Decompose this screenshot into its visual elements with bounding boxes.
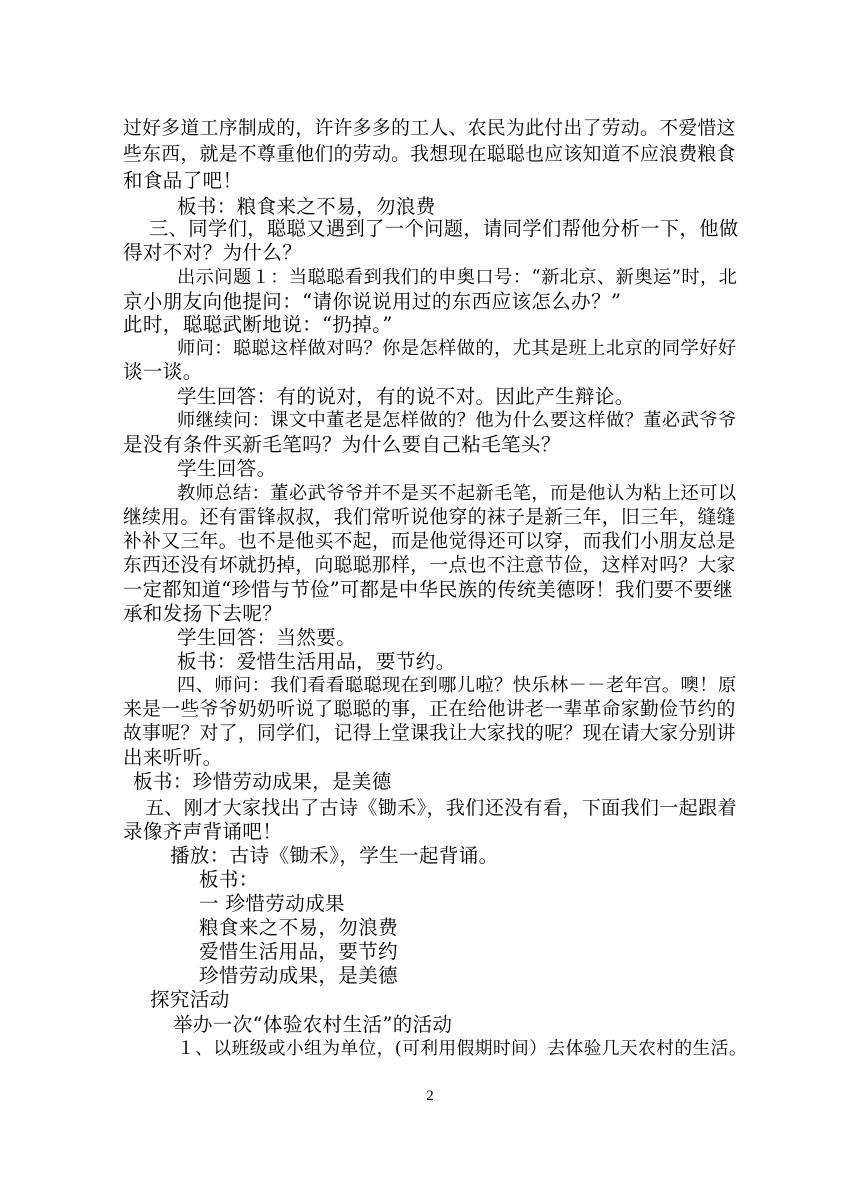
paragraph-line: 录像齐声背诵吧！ [123,820,283,843]
paragraph-line: 故事呢？对了，同学们，记得上堂课我让大家找的呢？现在请大家分别讲 [123,723,736,744]
paragraph-line: １、以班级或小组为单位，(可利用假期时间）去体验几天农村的生活。 [177,1039,747,1059]
paragraph-line: 板书：珍惜劳动成果，是美德 [133,770,392,793]
paragraph-line: 举办一次“体验农村生活”的活动 [173,1013,453,1036]
paragraph-line: 四、师问：我们看看聪聪现在到哪儿啦？快乐林－－老年宫。噢！原 [177,675,737,696]
paragraph-line: 五、刚才大家找出了古诗《锄禾》，我们还没有看，下面我们一起跟着 [145,797,737,819]
paragraph-line: 学生回答。 [177,457,277,480]
paragraph-line: 播放：古诗《锄禾》，学生一起背诵。 [170,844,499,867]
paragraph-line: 谈一谈。 [123,360,203,383]
paragraph-line: 一定都知道“珍惜与节俭”可都是中华民族的传统美德呀！我们要不要继 [123,578,733,601]
paragraph-line: 学生回答：当然要。 [177,626,357,649]
paragraph-line: 探究活动 [150,988,230,1011]
paragraph-line: 过好多道工序制成的，许许多多的工人、农民为此付出了劳动。不爱惜这 [123,118,736,139]
paragraph-line: 和食品了吧！ [123,169,243,192]
paragraph-line: 继续用。还有雷锋叔叔，我们常听说他穿的袜子是新三年，旧三年，缝缝 [123,507,736,528]
paragraph-line: 得对不对？为什么？ [123,241,303,264]
page-number: 2 [426,1088,434,1104]
paragraph-line: 承和发扬下去呢？ [123,602,283,625]
paragraph-line: 爱惜生活用品，要节约 [199,940,399,963]
paragraph-line: 师继续问：课文中董老是怎样做的？他为什么要这样做？董必武爷爷 [177,410,737,431]
paragraph-line: 补补又三年。也不是他买不起，而是他觉得还可以穿，而我们小朋友总是 [123,531,736,552]
paragraph-line: 三、同学们，聪聪又遇到了一个问题，请同学们帮他分析一下，他做 [149,217,739,240]
paragraph-line: 学生回答：有的说对，有的说不对。因此产生辩论。 [177,385,635,408]
paragraph-line: 出示问题１：当聪聪看到我们的申奥口号：“新北京、新奥运”时，北 [177,267,738,288]
paragraph-line: 京小朋友向他提问：“请你说说用过的东西应该怎么办？” [123,290,622,313]
paragraph-line: 师问：聪聪这样做对吗？你是怎样做的，尤其是班上北京的同学好好 [177,338,737,359]
paragraph-line: 些东西，就是不尊重他们的劳动。我想现在聪聪也应该知道不应浪费粮食 [123,144,736,165]
paragraph-line: 东西还没有坏就扔掉，向聪聪那样，一点也不注意节俭，这样对吗？大家 [123,555,736,576]
paragraph-line: 来是一些爷爷奶奶听说了聪聪的事，正在给他讲老一辈革命家勤俭节约的 [123,699,736,720]
paragraph-line: 板书：爱惜生活用品，要节约。 [177,650,456,673]
paragraph-line: 一 珍惜劳动成果 [199,892,345,915]
paragraph-line: 板书： [199,868,259,891]
paragraph-line: 出来听听。 [123,746,223,769]
paragraph-line: 是没有条件买新毛笔吗？为什么要自己粘毛笔头？ [123,433,561,456]
paragraph-line: 珍惜劳动成果，是美德 [199,964,399,987]
paragraph-line: 教师总结：董必武爷爷并不是买不起新毛笔，而是他认为粘上还可以 [177,483,737,504]
paragraph-line: 板书：粮食来之不易，勿浪费 [177,195,436,218]
paragraph-line: 此时，聪聪武断地说：“扔掉。” [123,313,393,336]
paragraph-line: 粮食来之不易，勿浪费 [199,916,399,939]
